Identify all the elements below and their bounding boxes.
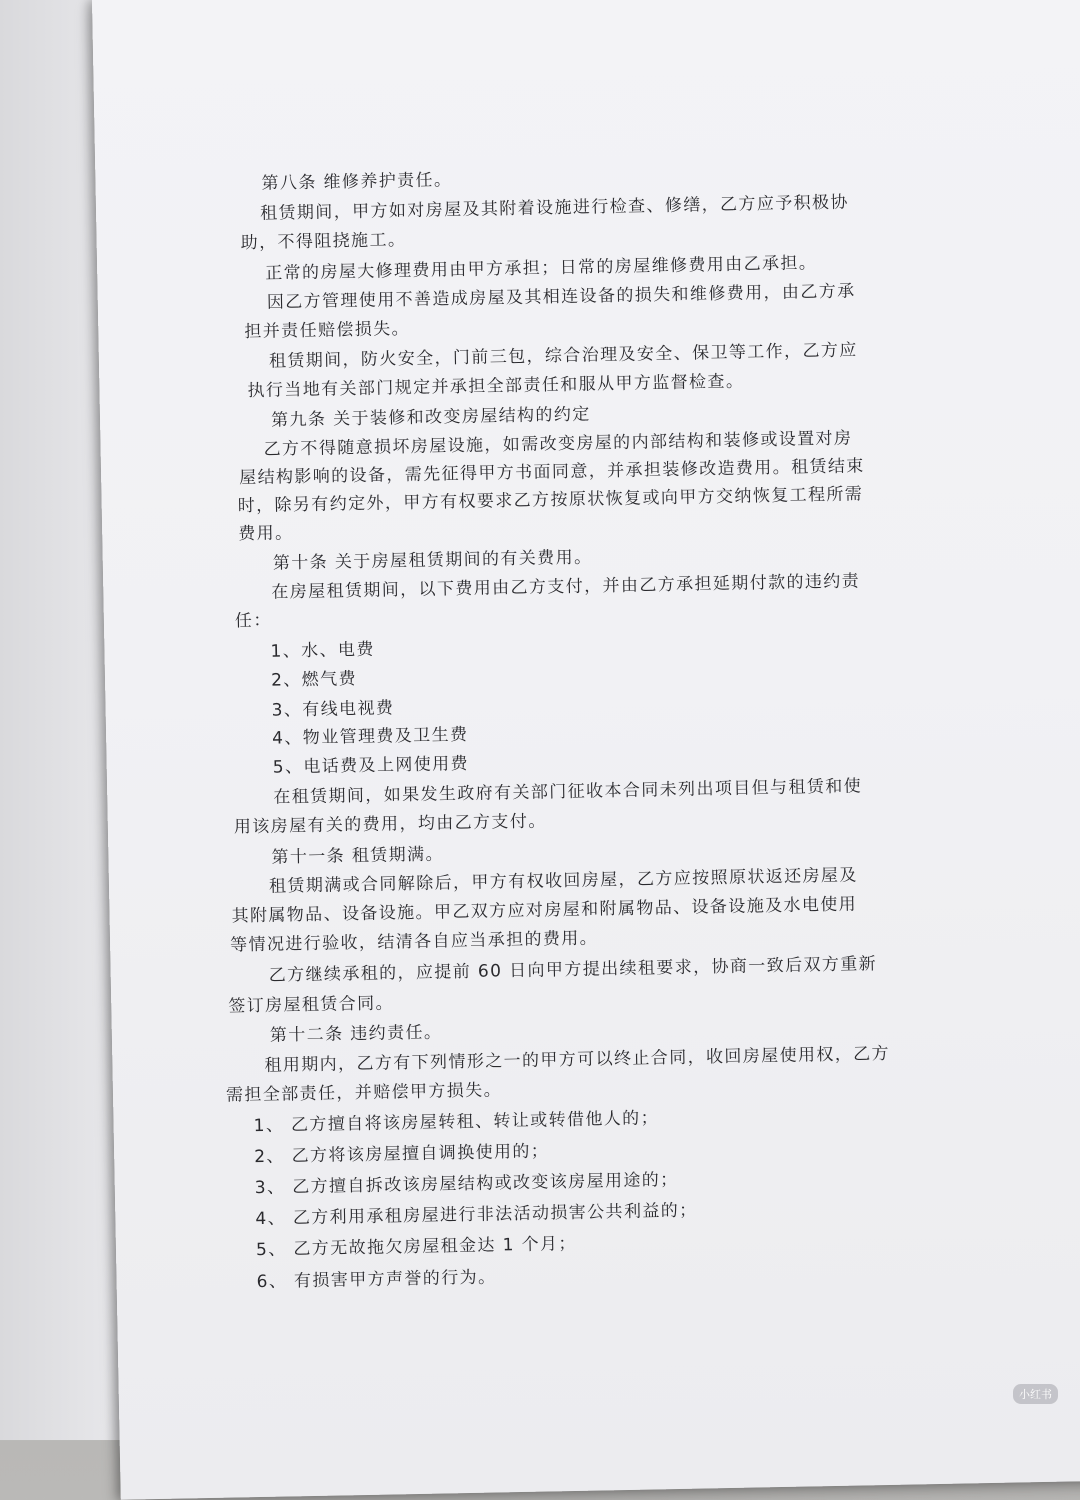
text-line: 乙方继续承租的，应提前 60 日向甲方提出续租要求，协商一致后双方重新 (268, 954, 878, 986)
text-line: 在租赁期间，如果发生政府有关部门征收本合同未列出项目但与租赁和使 (273, 776, 863, 808)
article-12-heading: 第十二条 违约责任。 (269, 1022, 443, 1046)
contract-page (92, 0, 1080, 1500)
text-line: 费用。 (238, 523, 294, 545)
list-item: 6、 有损害甲方声誉的行为。 (256, 1267, 497, 1293)
text-line: 因乙方管理使用不善造成房屋及其相连设备的损失和维修费用，由乙方承 (266, 281, 856, 313)
text-line: 任： (234, 610, 272, 632)
text-line: 等情况进行验收，结清各自应当承担的费用。 (229, 928, 599, 956)
text-line: 租用期内，乙方有下列情形之一的甲方可以终止合同，收回房屋使用权，乙方 (264, 1043, 891, 1076)
text-line: 签订房屋租赁合同。 (228, 993, 395, 1017)
article-11-heading: 第十一条 租赁期满。 (271, 844, 445, 868)
list-item: 5、电话费及上网使用费 (272, 753, 470, 778)
text-line: 屋结构影响的设备，需先征得甲方书面同意，并承担装修改造费用。租赁结束 (239, 456, 865, 489)
list-item: 4、物业管理费及卫生费 (272, 724, 469, 749)
text-line: 助，不得阻挠施工。 (240, 230, 407, 254)
page-text (92, 0, 1080, 1500)
text-line: 租赁期满或合同解除后，甲方有权收回房屋，乙方应按照原状返还房屋及 (268, 865, 858, 897)
text-line: 时，除另有约定外，甲方有权要求乙方按原状恢复或向甲方交纳恢复工程所需 (237, 484, 864, 517)
text-line: 正常的房屋大修理费用由甲方承担；日常的房屋维修费用由乙承担。 (265, 253, 818, 284)
list-item: 2、 乙方将该房屋擅自调换使用的； (254, 1141, 550, 1168)
article-8-heading: 第八条 维修养护责任。 (261, 170, 453, 194)
text-line: 需担全部责任，并赔偿甲方损失。 (225, 1080, 503, 1106)
list-item: 1、水、电费 (270, 639, 375, 662)
text-line: 乙方不得随意损坏房屋设施，如需改变房屋的内部结构和装修或设置对房 (263, 428, 853, 460)
text-line: 在房屋租赁期间，以下费用由乙方支付，并由乙方承担延期付款的违约责 (271, 571, 861, 603)
text-line: 担并责任赔偿损失。 (244, 318, 411, 343)
list-item: 2、燃气费 (270, 669, 358, 691)
text-line: 租赁期间，甲方如对房屋及其附着设施进行检查、修缮，乙方应予积极协 (259, 192, 850, 224)
text-line: 其附属物品、设备设施。甲乙双方应对房屋和附属物品、设备设施及水电使用 (231, 894, 858, 927)
list-item: 3、 乙方擅自拆改该房屋结构或改变该房屋用途的； (254, 1169, 679, 1199)
list-item: 4、 乙方利用承租房屋进行非法活动损害公共利益的； (255, 1200, 698, 1230)
watermark-badge: 小红书 (1013, 1384, 1058, 1404)
text-line: 用该房屋有关的费用，均由乙方支付。 (233, 811, 547, 838)
list-item: 1、 乙方擅自将该房屋转租、转让或转借他人的； (253, 1108, 660, 1137)
text-line: 租赁期间，防火安全，门前三包，综合治理及安全、保卫等工作，乙方应 (268, 340, 858, 372)
article-9-heading: 第九条 关于装修和改变房屋结构的约定 (270, 404, 591, 431)
text-line: 执行当地有关部门规定并承担全部责任和服从甲方监督检查。 (247, 371, 745, 402)
list-item: 5、 乙方无故拖欠房屋租金达 1 个月； (255, 1233, 578, 1261)
article-10-heading: 第十条 关于房屋租赁期间的有关费用。 (272, 547, 593, 574)
list-item: 3、有线电视费 (271, 698, 395, 721)
